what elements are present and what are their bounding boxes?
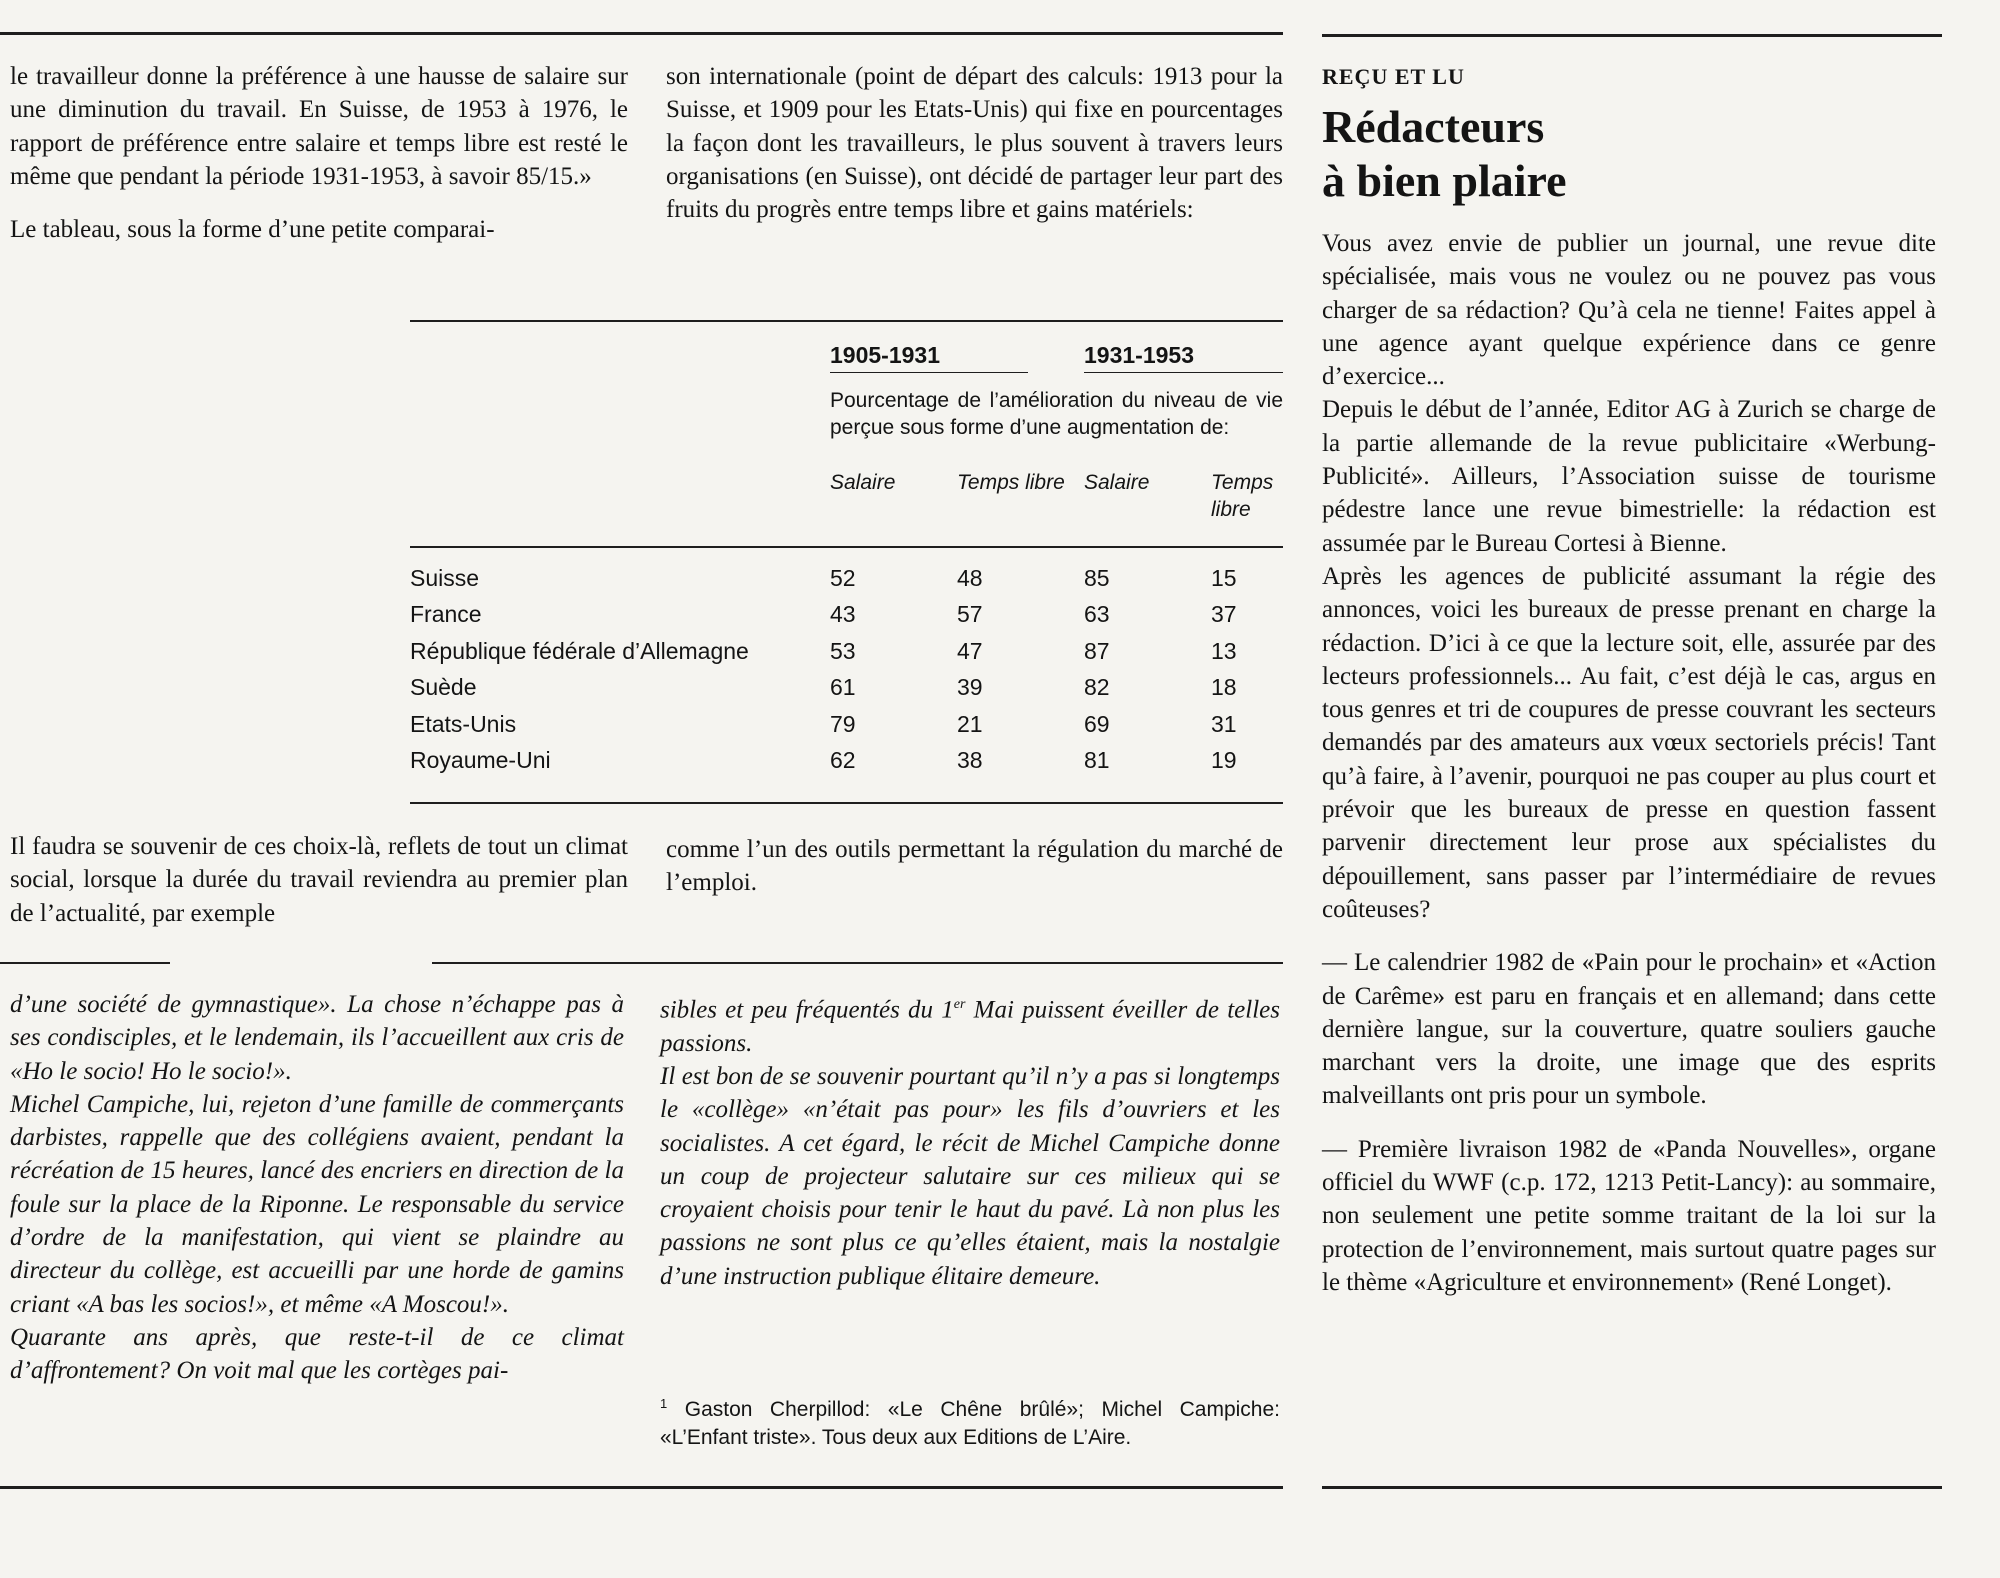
rule-bottom-right — [1322, 1486, 1942, 1489]
value-cell: 37 — [1211, 601, 1237, 627]
top-column-1 — [10, 60, 628, 246]
subheader: Temps libre — [1211, 470, 1274, 521]
rule-bottom-left — [0, 1486, 1283, 1489]
rule-top-left — [0, 32, 1283, 35]
paragraph: — Le calendrier 1982 de «Pain pour le prochain» et «Action de Carême» est paru en français et en allemand; dans cette dernière langue, sur la couverture, quatre souliers gauche marchant vers la droite, une image que des esprits malveillants ont pris pour un symbole. — [1322, 949, 1936, 1110]
after-table-column-2 — [666, 833, 1283, 900]
table-row — [410, 747, 1283, 784]
value-cell: 87 — [1084, 637, 1110, 664]
value-cell: 43 — [830, 601, 856, 627]
value-cell: 63 — [1084, 601, 1110, 627]
country-cell: République fédérale d’Allemagne — [410, 637, 749, 664]
value-cell: 31 — [1211, 710, 1237, 737]
footnote-mark: 1 — [660, 1396, 668, 1411]
paragraph: Quarante ans après, que reste-t-il de ce climat d’affrontement? On voit mal que les cortèges pai- — [10, 1323, 624, 1385]
rule-top-right — [1322, 34, 1942, 37]
bottom-column-2 — [660, 988, 1280, 1293]
table-row — [410, 711, 1283, 748]
bottom-column-1 — [10, 988, 624, 1388]
value-cell: 18 — [1211, 674, 1237, 700]
value-cell: 82 — [1084, 674, 1110, 700]
period-header: 1931-1953 — [1084, 342, 1194, 368]
footnote-text: Gaston Cherpillod: «Le Chêne brûlé»; Michel Campiche: «L’Enfant triste». Tous deux aux Editions de L’Aire. — [660, 1398, 1280, 1449]
paragraph: Après les agences de publicité assumant la régie des annonces, voici les bureaux de presse prenant en charge la rédaction. D’ici à ce que la lecture soit, elle, assurée par des lecteurs professionnels... Au fait, c’est déjà le cas, argus en tous genres et tri de coupures de presse couvrant les secteurs demandés par des amateurs aux vœux sectoriels précis! Tant qu’à faire, à l’avenir, pourquoi ne pas couper au plus court et prévoir que les bureaux de presse en question fassent parvenir directement leur prose aux spécialistes du dépouillement, sans passer par l’intermédiaire de revues coûteuses? — [1322, 562, 1936, 923]
value-cell: 47 — [957, 637, 983, 664]
value-cell: 81 — [1084, 747, 1110, 773]
paragraph: Vous avez envie de publier un journal, une revue dite spécialisée, mais vous ne voulez ou ne pouvez pas vous charger de sa rédaction? Qu’à cela ne tienne! Faites appel à une agence ayant quelque expérience dans ce genre d’exercice... — [1322, 230, 1936, 391]
value-cell: 62 — [830, 747, 856, 773]
country-cell: France — [410, 601, 482, 627]
value-cell: 57 — [957, 601, 983, 627]
value-cell: 61 — [830, 674, 856, 700]
paragraph: Il faudra se souvenir de ces choix-là, reflets de tout un climat social, lorsque la durée du travail reviendra au premier plan de l’actualité, par exemple — [10, 833, 628, 927]
paragraph: le travailleur donne la préférence à une hausse de salaire sur une diminution du travail. En Suisse, de 1953 à 1976, le rapport de préférence entre salaire et temps libre est resté le même que pendant la période 1931-1953, à savoir 85/15.» — [10, 63, 628, 190]
subheader: Temps libre — [957, 470, 1065, 494]
rule-table-bottom — [410, 802, 1283, 804]
value-cell: 21 — [957, 710, 983, 737]
section-rubric: REÇU ET LU — [1322, 64, 1465, 89]
after-table-column-1 — [10, 830, 628, 930]
country-cell: Etats-Unis — [410, 710, 517, 737]
period-header: 1905-1931 — [830, 342, 940, 368]
value-cell: 53 — [830, 637, 856, 664]
paragraph: comme l’un des outils permettant la régulation du marché de l’emploi. — [666, 836, 1283, 897]
value-cell: 39 — [957, 674, 983, 700]
paragraph: son internationale (point de départ des calculs: 1913 pour la Suisse, et 1909 pour les Etats-Unis) qui fixe en pourcentages la façon dont les travailleurs, le plus souvent à travers leurs organisations (en Suisse), ont décidé de partager leur part des fruits du progrès entre temps libre et gains matériels: — [666, 63, 1283, 224]
text-run: sibles et peu fréquentés du 1 — [660, 996, 954, 1024]
table-row — [410, 601, 1283, 638]
paragraph: Le tableau, sous la forme d’une petite comparai- — [10, 216, 495, 244]
paragraph: Depuis le début de l’année, Editor AG à Zurich se charge de la partie allemande de la revue publicitaire «Werbung-Publicité». Ailleurs, l’Association suisse de tourisme pédestre lance une revue bimestrielle: la rédaction est assumée par le Bureau Cortesi à Bienne. — [1322, 396, 1936, 557]
value-cell: 69 — [1084, 710, 1110, 737]
footnote — [660, 1390, 1280, 1452]
subheader: Salaire — [1084, 470, 1150, 494]
sidebar-column — [1322, 227, 1936, 1299]
top-column-2 — [666, 60, 1283, 226]
headline-line: Rédacteurs — [1322, 101, 1545, 152]
paragraph: — Première livraison 1982 de «Panda Nouvelles», organe officiel du WWF (c.p. 172, 1213 Petit-Lancy): au sommaire, non seulement une petite somme traitant de la loi sur la protection de l’environnement, mais surtout quatre pages sur le thème «Agriculture et environnement» (René Longet). — [1322, 1135, 1936, 1296]
country-cell: Suisse — [410, 564, 480, 591]
headline-line: à bien plaire — [1322, 155, 1567, 206]
table-caption: Pourcentage de l’amélioration du niveau de vie perçue sous forme d’une augmentation de: — [830, 388, 1283, 439]
country-cell: Royaume-Uni — [410, 747, 551, 773]
value-cell: 52 — [830, 564, 856, 591]
table-row — [410, 674, 1283, 711]
rule-mid-right — [432, 962, 1283, 964]
rule-mid-left — [0, 962, 170, 964]
table-row — [410, 638, 1283, 675]
value-cell: 19 — [1211, 747, 1237, 773]
value-cell: 48 — [957, 564, 983, 591]
headline — [1322, 100, 1567, 208]
value-cell: 15 — [1211, 564, 1237, 591]
value-cell: 85 — [1084, 564, 1110, 591]
rule-table-top — [410, 320, 1283, 322]
paragraph — [660, 988, 1280, 1060]
subheader: Salaire — [830, 470, 896, 494]
value-cell: 13 — [1211, 637, 1237, 664]
paragraph: Il est bon de se souvenir pourtant qu’il n’y a pas si longtemps le «collège» «n’était pas pour» les fils d’ouvriers et les socialistes. A cet égard, le récit de Michel Campiche donne un coup de projecteur salutaire sur ces milieux qui se croyaient choisis pour tenir le haut du pavé. Là non plus les passions ne sont plus ce qu’elles étaient, mais la nostalgie d’une instruction publique élitaire demeure. — [660, 1062, 1280, 1290]
comparison-table — [410, 342, 1283, 784]
superscript: er — [953, 997, 966, 1012]
value-cell: 38 — [957, 747, 983, 773]
text-run: Mai puissent éveiller de telles passions. — [660, 996, 1280, 1057]
paragraph: d’une société de gymnastique». La chose n’échappe pas à ses condisciples, et le lendemain, ils l’accueillent aux cris de «Ho le socio! Ho le socio!». — [10, 991, 624, 1085]
country-cell: Suède — [410, 674, 477, 700]
value-cell: 79 — [830, 710, 856, 737]
table-row — [410, 565, 1283, 602]
paragraph: Michel Campiche, lui, rejeton d’une famille de commerçants darbistes, rappelle que des collégiens avaient, pendant la récréation de 15 heures, lancé des encriers en direction de la foule sur la place de la Riponne. Le responsable du service d’ordre de la manifestation, qui vient se plaindre au directeur du collège, est accueilli par une horde de gamins criant «A bas les socios!», et même «A Moscou!». — [10, 1090, 624, 1318]
